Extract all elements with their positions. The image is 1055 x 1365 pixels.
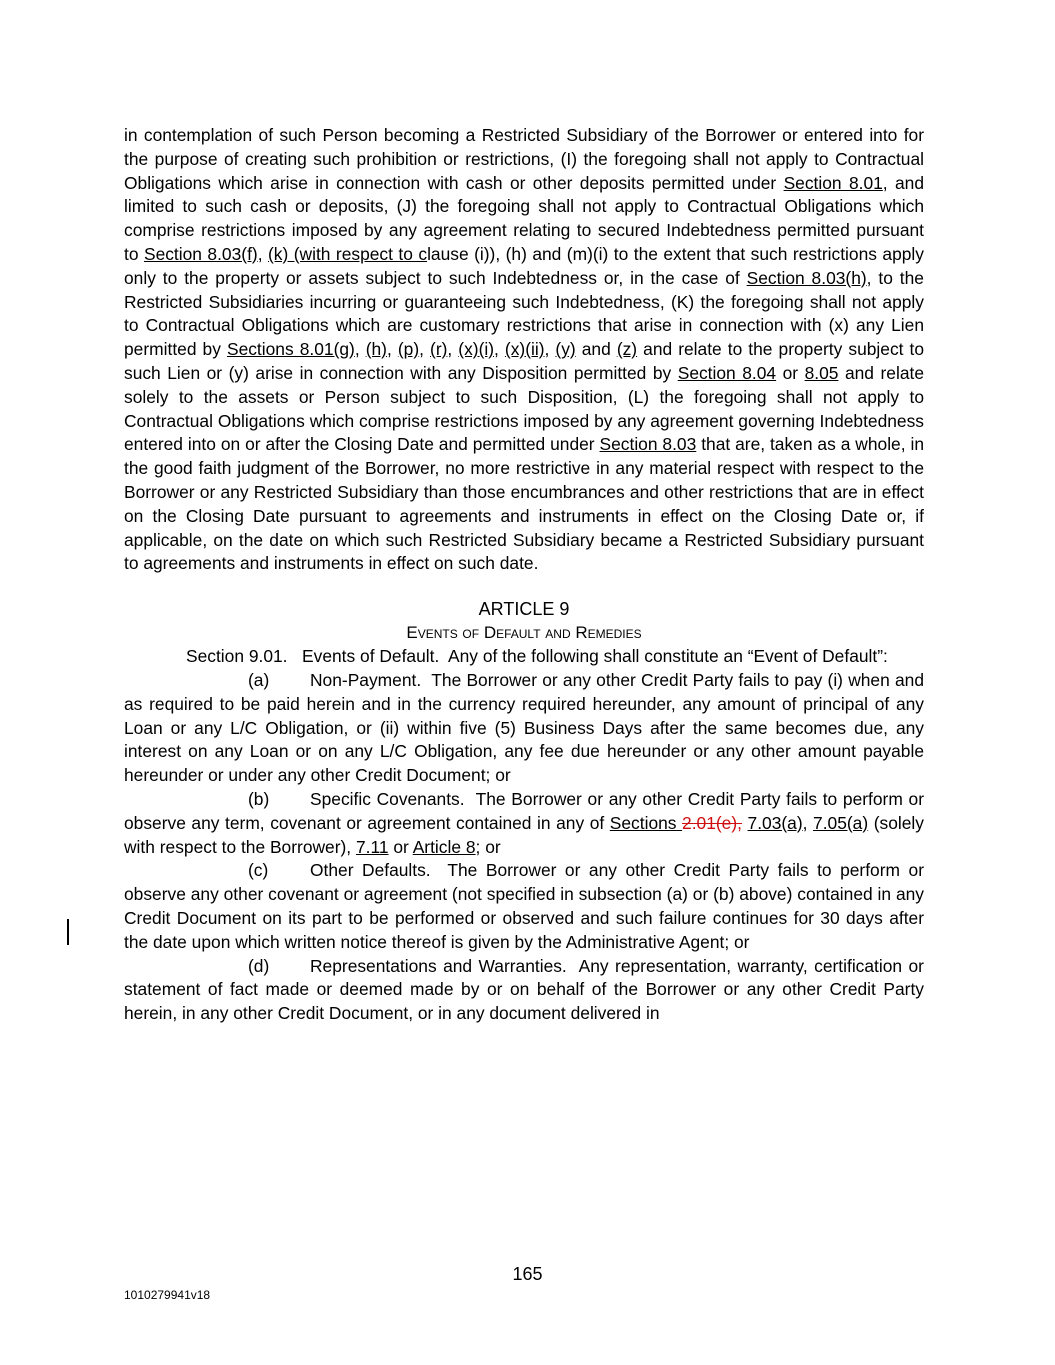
- paragraph-title: Representations and Warranties.: [310, 955, 567, 976]
- text-run: , to the Restricted Subsidiaries incurring or guaranteeing such Indebtedness, (K) the foregoing shall not apply to Contractual Obligations which are customary restrictions that arise in connection with (x) any Lien permitted by: [124, 267, 924, 360]
- text-run: that are, taken as a whole, in the good faith judgment of the Borrower, no more restrictive in any material respect with respect to the Borrower or any Restricted Subsidiary than those encumbrances and other restrictions that are in effect on the Closing Date pursuant to agreements and instruments in effect on the Closing Date or, if applicable, on the date on which such Restricted Subsidiary became a Restricted Subsidiary pursuant to agreements and instruments in effect on such date.: [124, 434, 924, 574]
- cross-reference: 7.03(a): [747, 812, 803, 833]
- cross-reference: 7.11: [355, 836, 389, 857]
- document-page: [124, 124, 924, 1026]
- cross-reference: Section 8.03(h): [746, 267, 867, 288]
- cross-reference: (x)(i): [458, 339, 495, 360]
- text-run: ,: [419, 339, 431, 360]
- cross-reference: Section 8.03: [599, 434, 697, 455]
- cross-reference: (p): [397, 339, 420, 360]
- cross-reference: Article 8: [412, 836, 476, 857]
- text-run: ,: [386, 339, 398, 360]
- text-run: ,: [802, 812, 814, 833]
- cross-reference: (r): [430, 339, 448, 360]
- text-run: ,: [544, 339, 556, 360]
- text-run: ,: [494, 339, 505, 360]
- section-title: Events of Default.: [302, 646, 440, 667]
- revision-change-bar: [67, 919, 69, 945]
- section-number: Section 9.01.: [186, 646, 288, 667]
- cross-reference: (z): [616, 339, 638, 360]
- paragraph-title: Non-Payment.: [310, 669, 422, 690]
- text-run: in contemplation of such Person becoming a Restricted Subsidiary of the Borrower or entered into for the purpose of creating such prohibition or restrictions, (I) the foregoing shall not apply to Contractual Obligations which arise in connection with cash or other deposits permitted under: [124, 125, 924, 193]
- paragraph-text: Any representation, warranty, certification or statement of fact made or deemed made by or on behalf of the Borrower or any other Credit Party herein, in any other Credit Document, or in any document delivered in: [124, 955, 924, 1024]
- tracked-deletion: 2.01(e),: [682, 812, 742, 833]
- paragraph-b: [124, 788, 924, 859]
- text-run: or: [776, 362, 805, 383]
- cross-reference: (y): [555, 339, 576, 360]
- text-run: ,: [257, 243, 268, 264]
- cross-reference: Section 8.03(f): [143, 243, 258, 264]
- article-title: ARTICLE 9: [478, 599, 570, 620]
- continuation-paragraph: [124, 124, 924, 576]
- cross-reference: Section 8.04: [677, 362, 777, 383]
- paragraph-d: [124, 955, 924, 1026]
- cross-reference: 7.05(a): [813, 812, 869, 833]
- paragraph-label: (a): [248, 669, 270, 690]
- paragraph-label: (b): [248, 788, 270, 809]
- text-run: or: [388, 836, 413, 857]
- text-run: ,: [447, 339, 459, 360]
- text-run: ; or: [475, 836, 501, 857]
- cross-reference: Sections: [609, 812, 683, 833]
- paragraph-label: (c): [248, 860, 269, 881]
- page-number: 165: [512, 1264, 543, 1284]
- cross-reference: (k) (with respect to c: [268, 243, 428, 264]
- paragraph-text: The Borrower or any other Credit Party fails to perform or observe any other covenant or agreement (not specified in subsection (a) or (b) above) contained in any Credit Document on its part to be performed or observed and such failure continues for 30 days after the date upon which written notice thereof is given by the Administrative Agent; or: [124, 860, 924, 952]
- text-run: The Borrower or any other Credit Party fails to perform or observe any term, covenant or agreement contained in any of: [124, 788, 924, 833]
- section-text: Any of the following shall constitute an “Event of Default”:: [448, 646, 888, 667]
- text-run: , and limited to such cash or deposits, (J) the foregoing shall not apply to Contractual Obligations which comprise restrictions imposed by any agreement relating to secured Indebtedness permitted pursuant to: [124, 172, 924, 264]
- cross-reference: (h): [365, 339, 387, 360]
- paragraph-title: Specific Covenants.: [310, 788, 465, 809]
- paragraph-title: Other Defaults.: [310, 860, 431, 881]
- document-id: 1010279941v18: [124, 1288, 211, 1302]
- cross-reference: Section 8.01: [783, 172, 883, 193]
- section-9-01: [124, 645, 924, 669]
- paragraph-a: [124, 669, 924, 788]
- paragraph-c: [124, 859, 924, 954]
- paragraph-label: (d): [248, 955, 270, 976]
- text-run: lause (i)), (h) and (m)(i) to the extent that such restrictions apply only to the property or assets subject to such Indebtedness or, in the case of: [124, 243, 924, 288]
- paragraph-text: The Borrower or any other Credit Party fails to pay (i) when and as required to be paid herein and in the currency required hereunder, any amount of principal of any Loan or any L/C Obligation, or (ii) within five (5) Business Days after the same becomes due, any interest on any Loan or on any L/C Obligation, any fee due hereunder or any other amount payable hereunder or under any other Credit Document; or: [124, 669, 924, 786]
- cross-reference: Sections 8.01(g): [226, 339, 355, 360]
- text-run: (solely with respect to the Borrower),: [124, 812, 924, 857]
- text-run: ,: [354, 339, 366, 360]
- article-subtitle: Events of Default and Remedies: [406, 623, 642, 643]
- text-run: and relate solely to the assets or Person subject to such Disposition, (L) the foregoing shall not apply to Contractual Obligations which comprise restrictions imposed by any agreement governing Indebtedness entered into on or after the Closing Date and permitted under: [124, 362, 924, 455]
- cross-reference: (x)(ii): [504, 339, 545, 360]
- cross-reference: 8.05: [804, 362, 839, 383]
- text-run: and: [575, 339, 617, 360]
- text-run: and relate to the property subject to such Lien or (y) arise in connection with any Disposition permitted by: [124, 339, 925, 383]
